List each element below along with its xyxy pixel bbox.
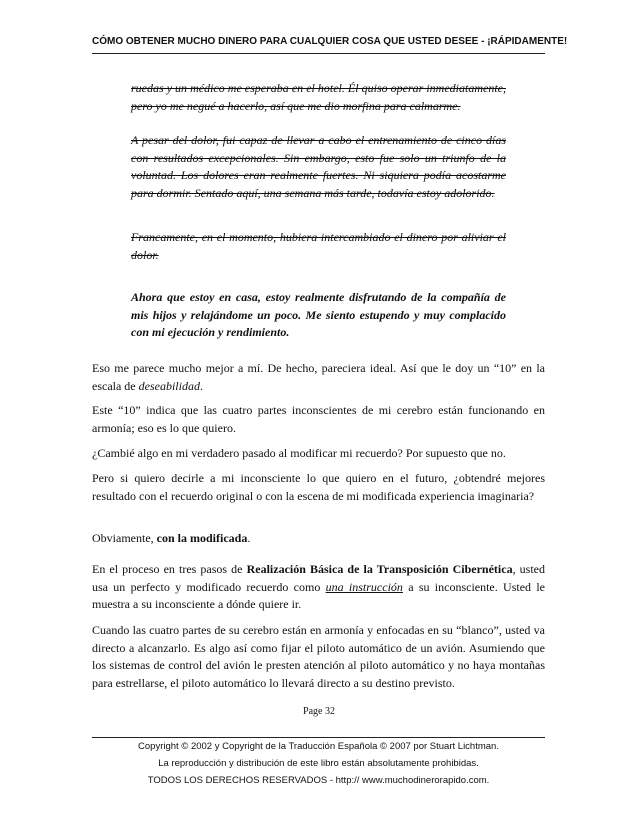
body-text-5a: Obviamente, [92, 531, 157, 545]
body-paragraph-1 [92, 360, 545, 395]
body-text-6c: , usted usa un perfecto y modificado recuerdo como [92, 562, 545, 594]
body-paragraph-2: Este “10” indica que las cuatro partes inconscientes de mi cerebro están funcionando en armonía; eso es lo que quiero. [92, 403, 545, 435]
footer-rule [92, 737, 545, 738]
body-paragraph-4: Pero si quiero decirle a mi inconsciente lo que quiero en el futuro, ¿obtendré mejores resultado con el recuerdo original o con la escena de mi modificada experiencia imaginaria? [92, 471, 545, 503]
header-rule [92, 53, 545, 54]
quote-paragraph-4 [131, 289, 506, 342]
body-text-1a: Eso me parece mucho mejor a mí. De hecho, pareciera ideal. Así que le doy un “10” en la escala de [92, 361, 545, 393]
body-text-5-bold: con la modificada [156, 531, 248, 545]
body-paragraph-3: ¿Cambié algo en mi verdadero pasado al modificar mi recuerdo? Por supuesto que no. [92, 446, 506, 460]
body-paragraph-6 [92, 561, 545, 614]
footer-rights: TODOS LOS DERECHOS RESERVADOS - http:// www.muchodinerorapido.com. [147, 775, 490, 786]
body-text-6e: a su inconsciente. Usted le muestra a su inconsciente a dónde quiere ir. [92, 579, 545, 612]
footer-reproduction: La reproducción y distribución de este libro están absolutamente prohibidas. [158, 758, 479, 769]
quote-text-4: Ahora que estoy en casa, estoy realmente disfrutando de la compañía de mis hijos y relajándome un poco. Me siento estupendo y muy complacido con mi ejecución y rendimiento. [131, 290, 506, 340]
body-text-1-emphasis: deseabilidad [138, 378, 200, 393]
quote-text-2: A pesar del dolor, fui capaz de llevar a cabo el entrenamiento de cinco días con resultados excepcionales. Sin embargo, esto fue solo un triunfo de la voluntad. Los dolores eran realmente fuertes. Ni siquiera podía acostarme para dormir. Sentado aquí, una semana más tarde, todavía estoy adolorido. [131, 133, 506, 200]
body-text-1b: . [199, 378, 203, 393]
page-number: Page 32 [303, 706, 335, 717]
body-text-6-instruction: una instrucción [325, 579, 403, 594]
quote-text-3: Francamente, en el momento, hubiera intercambiado el dinero por aliviar el dolor. [131, 230, 506, 262]
quote-paragraph-3 [131, 229, 506, 264]
body-text-5c: . [247, 531, 251, 545]
footer-copyright: Copyright © 2002 y Copyright de la Traducción Española © 2007 por Stuart Lichtman. [138, 741, 499, 752]
body-text-6a: En el proceso en tres pasos de [92, 562, 247, 576]
body-text-6-bold: Realización Básica de la Transposición Cibernética [246, 562, 513, 576]
body-paragraph-5 [92, 530, 545, 548]
quote-paragraph-2 [131, 132, 506, 202]
quote-text-1: ruedas y un médico me esperaba en el hotel. Él quiso operar inmediatamente, pero yo me negué a hacerlo, así que me dio morfina para calmarme. [131, 81, 506, 113]
quote-paragraph-1 [131, 80, 506, 115]
running-header: CÓMO OBTENER MUCHO DINERO PARA CUALQUIER COSA QUE USTED DESEE - ¡RÁPIDAMENTE! [92, 36, 568, 47]
body-paragraph-7: Cuando las cuatro partes de su cerebro están en armonía y enfocadas en su “blanco”, usted va directo a alcanzarlo. Es algo así como fijar el piloto automático de un avión. Asumiendo que los sistemas de control del avión le presten atención al piloto automático y no haya montañas para estrellarse, el piloto automático lo llevará directo a su destino previsto. [92, 623, 545, 690]
